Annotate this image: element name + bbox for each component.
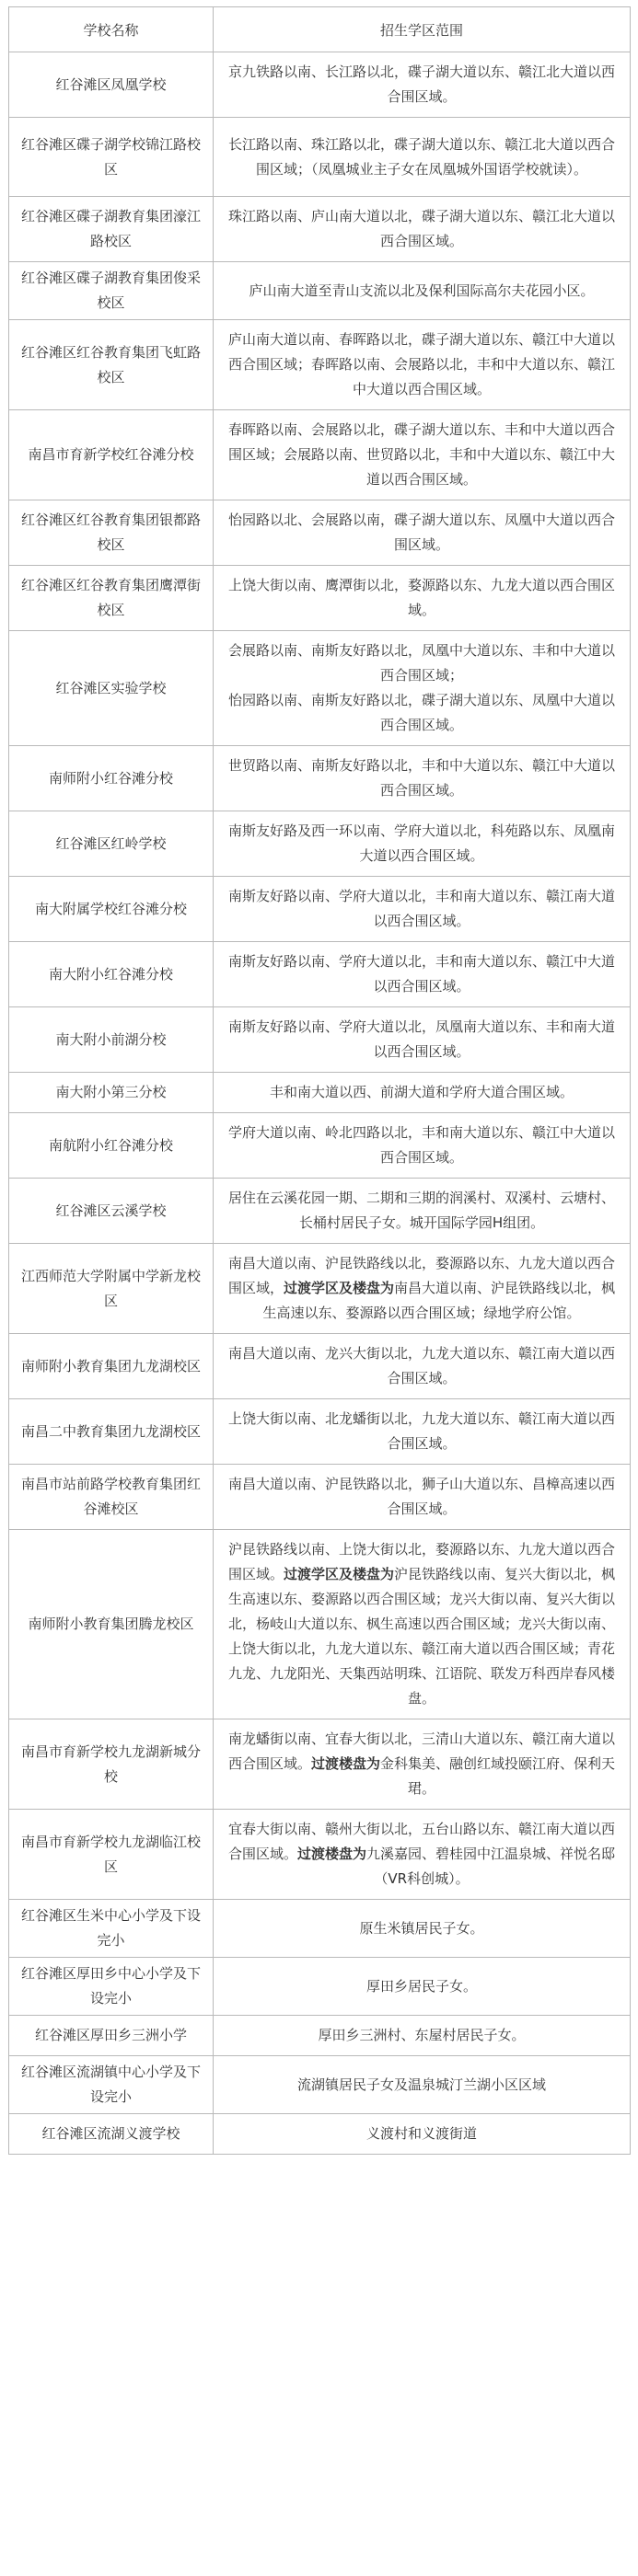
range-text: 南斯友好路及西一环以南、学府大道以北，科苑路以东、凤凰南大道以西合围区域。 xyxy=(227,822,615,864)
school-name-cell: 红谷滩区实验学校 xyxy=(9,631,214,746)
range-text: 长江路以南、珠江路以北，碟子湖大道以东、赣江北大道以西合围区域；（凤凰城业主子女在凤凰城外国语学校就读）。 xyxy=(227,135,615,178)
enrollment-range-cell xyxy=(214,1530,631,1719)
range-text: 南昌大道以南、沪昆铁路以北，狮子山大道以东、昌樟高速以西合围区域。 xyxy=(227,1476,615,1517)
enrollment-range-cell xyxy=(214,1958,631,2016)
school-name-cell: 南师附小红谷滩分校 xyxy=(9,746,214,811)
school-name-cell: 红谷滩区红谷教育集团银都路校区 xyxy=(9,500,214,566)
school-name-cell: 南昌二中教育集团九龙湖校区 xyxy=(9,1399,214,1465)
enrollment-range-cell xyxy=(214,2016,631,2056)
table-row xyxy=(9,1244,631,1334)
table-row xyxy=(9,1073,631,1113)
enrollment-range-cell xyxy=(214,320,631,410)
school-name-cell: 红谷滩区厚田乡三洲小学 xyxy=(9,2016,214,2056)
table-row xyxy=(9,1465,631,1530)
range-text: 南斯友好路以南、学府大道以北，丰和南大道以东、赣江中大道以西合围区域。 xyxy=(227,953,615,995)
table-row xyxy=(9,2114,631,2155)
enrollment-range-cell xyxy=(214,746,631,811)
school-name-cell: 南昌市站前路学校教育集团红谷滩校区 xyxy=(9,1465,214,1530)
table-row xyxy=(9,262,631,320)
range-text: 厚田乡居民子女。 xyxy=(365,1977,477,1995)
table-row xyxy=(9,1958,631,2016)
school-name-cell: 红谷滩区生米中心小学及下设完小 xyxy=(9,1900,214,1958)
range-text: 学府大道以南、岭北四路以北，丰和南大道以东、赣江中大道以西合围区域。 xyxy=(227,1124,615,1166)
enrollment-range-cell xyxy=(214,1179,631,1244)
range-text: 京九铁路以南、长江路以北，碟子湖大道以东、赣江北大道以西合围区域。 xyxy=(227,63,615,105)
enrollment-range-cell xyxy=(214,1073,631,1113)
school-name-cell: 南师附小教育集团九龙湖校区 xyxy=(9,1334,214,1399)
range-text: 世贸路以南、南斯友好路以北，丰和中大道以东、赣江中大道以西合围区域。 xyxy=(227,757,615,799)
range-text: 厚田乡三洲村、东屋村居民子女。 xyxy=(318,2027,526,2043)
school-name-cell: 红谷滩区流湖义渡学校 xyxy=(9,2114,214,2155)
table-row xyxy=(9,52,631,118)
table-row xyxy=(9,1399,631,1465)
range-text: 丰和南大道以西、前湖大道和学府大道合围区域。 xyxy=(269,1084,574,1100)
range-text: 南龙蟠街以南、宜春大街以北，三清山大道以东、赣江南大道以西合围区域。过渡楼盘为金科集美、融创红域投颐江府、保利天珺。 xyxy=(227,1731,616,1797)
school-name-cell: 红谷滩区碟子湖学校锦江路校区 xyxy=(9,118,214,197)
table-row xyxy=(9,118,631,197)
table-row xyxy=(9,1334,631,1399)
enrollment-range-cell xyxy=(214,877,631,942)
header-row xyxy=(9,7,631,52)
table-body xyxy=(9,52,631,2155)
enrollment-range-cell xyxy=(214,1900,631,1958)
table-row xyxy=(9,1530,631,1719)
table-row xyxy=(9,500,631,566)
range-text: 宜春大街以南、赣州大街以北，五台山路以东、赣江南大道以西合围区域。过渡楼盘为九溪嘉园、碧桂园中江温泉城、祥悦名邸（VR科创城）。 xyxy=(227,1821,616,1887)
range-text: 流湖镇居民子女及温泉城汀兰湖小区区域 xyxy=(296,2076,546,2093)
enrollment-range-cell xyxy=(214,1399,631,1465)
school-name-cell: 南大附属学校红谷滩分校 xyxy=(9,877,214,942)
school-name-cell: 红谷滩区碟子湖教育集团俊采校区 xyxy=(9,262,214,320)
enrollment-range-cell xyxy=(214,197,631,262)
range-text: 珠江路以南、庐山南大道以北，碟子湖大道以东、赣江北大道以西合围区域。 xyxy=(227,208,615,249)
table-row xyxy=(9,1719,631,1810)
table-row xyxy=(9,877,631,942)
range-text: 庐山南大道至青山支流以北及保利国际高尔夫花园小区。 xyxy=(249,282,595,299)
school-name-cell: 红谷滩区凤凰学校 xyxy=(9,52,214,118)
school-name-cell: 南大附小前湖分校 xyxy=(9,1007,214,1073)
table-row xyxy=(9,811,631,877)
enrollment-zone-table xyxy=(8,6,631,2155)
enrollment-range-cell xyxy=(214,1007,631,1073)
school-name-cell: 红谷滩区流湖镇中心小学及下设完小 xyxy=(9,2056,214,2114)
range-text: 南昌大道以南、龙兴大街以北，九龙大道以东、赣江南大道以西合围区域。 xyxy=(227,1345,615,1386)
school-name-cell: 南师附小教育集团腾龙校区 xyxy=(9,1530,214,1719)
enrollment-range-cell xyxy=(214,500,631,566)
table-row xyxy=(9,1007,631,1073)
enrollment-range-cell xyxy=(214,631,631,746)
table-row xyxy=(9,942,631,1007)
school-name-cell: 红谷滩区红谷教育集团鹰潭街校区 xyxy=(9,566,214,631)
enrollment-range-cell xyxy=(214,118,631,197)
range-text: 南斯友好路以南、学府大道以北，丰和南大道以东、赣江南大道以西合围区域。 xyxy=(227,888,615,929)
header-school-name: 学校名称 xyxy=(9,7,214,52)
enrollment-range-cell xyxy=(214,2114,631,2155)
enrollment-range-cell xyxy=(214,2056,631,2114)
table-row xyxy=(9,631,631,746)
table-row xyxy=(9,410,631,500)
table-row xyxy=(9,746,631,811)
enrollment-range-cell xyxy=(214,1465,631,1530)
table-row xyxy=(9,1113,631,1179)
school-name-cell: 红谷滩区红岭学校 xyxy=(9,811,214,877)
enrollment-range-cell xyxy=(214,811,631,877)
enrollment-range-cell xyxy=(214,1810,631,1900)
school-name-cell: 南昌市育新学校九龙湖临江校区 xyxy=(9,1810,214,1900)
range-text: 上饶大街以南、北龙蟠街以北，九龙大道以东、赣江南大道以西合围区域。 xyxy=(227,1410,615,1452)
enrollment-range-cell xyxy=(214,52,631,118)
enrollment-range-cell xyxy=(214,942,631,1007)
enrollment-range-cell xyxy=(214,1113,631,1179)
school-name-cell: 南昌市育新学校九龙湖新城分校 xyxy=(9,1719,214,1810)
school-name-cell: 红谷滩区碟子湖教育集团濠江路校区 xyxy=(9,197,214,262)
range-text: 怡园路以北、会展路以南，碟子湖大道以东、凤凰中大道以西合围区域。 xyxy=(227,512,615,553)
school-name-cell: 红谷滩区云溪学校 xyxy=(9,1179,214,1244)
school-name-cell: 红谷滩区厚田乡中心小学及下设完小 xyxy=(9,1958,214,2016)
school-name-cell: 南航附小红谷滩分校 xyxy=(9,1113,214,1179)
school-name-cell: 江西师范大学附属中学新龙校区 xyxy=(9,1244,214,1334)
range-text: 庐山南大道以南、春晖路以北，碟子湖大道以东、赣江中大道以西合围区域；春晖路以南、会展路以北，丰和中大道以东、赣江中大道以西合围区域。 xyxy=(227,331,615,397)
enrollment-range-cell xyxy=(214,1334,631,1399)
range-text: 会展路以南、南斯友好路以北，凤凰中大道以东、丰和中大道以西合围区域； xyxy=(227,642,615,684)
enrollment-range-cell xyxy=(214,1244,631,1334)
table-row xyxy=(9,320,631,410)
school-name-cell: 红谷滩区红谷教育集团飞虹路校区 xyxy=(9,320,214,410)
table-row xyxy=(9,1900,631,1958)
table-row xyxy=(9,2056,631,2114)
range-text: 原生米镇居民子女。 xyxy=(359,1919,484,1937)
school-name-cell: 南昌市育新学校红谷滩分校 xyxy=(9,410,214,500)
school-name-cell: 南大附小红谷滩分校 xyxy=(9,942,214,1007)
range-text: 春晖路以南、会展路以北，碟子湖大道以东、丰和中大道以西合围区域；会展路以南、世贸路以北，丰和中大道以东、赣江中大道以西合围区域。 xyxy=(227,421,615,488)
table-row xyxy=(9,197,631,262)
range-text: 居住在云溪花园一期、二期和三期的润溪村、双溪村、云塘村、长桶村居民子女。城开国际学园H组团。 xyxy=(227,1190,615,1231)
table-row xyxy=(9,1810,631,1900)
table-wrapper xyxy=(8,6,630,2155)
table-row xyxy=(9,2016,631,2056)
header-enrollment-range: 招生学区范围 xyxy=(214,7,631,52)
enrollment-range-cell xyxy=(214,410,631,500)
enrollment-range-cell xyxy=(214,1719,631,1810)
range-text: 南昌大道以南、沪昆铁路线以北，婺源路以东、九龙大道以西合围区域，过渡学区及楼盘为南昌大道以南、沪昆铁路线以北，枫生高速以东、婺源路以西合围区域；绿地学府公馆。 xyxy=(227,1255,616,1321)
enrollment-range-cell xyxy=(214,262,631,320)
range-text: 沪昆铁路线以南、上饶大街以北，婺源路以东、九龙大道以西合围区域。过渡学区及楼盘为沪昆铁路线以南、复兴大街以北，枫生高速以东、婺源路以西合围区域；龙兴大街以南、复兴大街以北，杨岐山大道以东、枫生高速以西合围区域；龙兴大街以南、上饶大街以北，九龙大道以东、赣江南大道以西合围区域；青花九龙、九龙阳光、天集西站明珠、江语院、联发万科西岸春风楼盘。 xyxy=(227,1541,616,1707)
range-text: 怡园路以南、南斯友好路以北，碟子湖大道以东、凤凰中大道以西合围区域。 xyxy=(227,692,615,733)
table-row xyxy=(9,1179,631,1244)
enrollment-range-cell xyxy=(214,566,631,631)
range-text: 上饶大街以南、鹰潭街以北，婺源路以东、九龙大道以西合围区域。 xyxy=(227,577,615,618)
table-row xyxy=(9,566,631,631)
range-text: 南斯友好路以南、学府大道以北，凤凰南大道以东、丰和南大道以西合围区域。 xyxy=(227,1018,615,1060)
school-name-cell: 南大附小第三分校 xyxy=(9,1073,214,1113)
range-text: 义渡村和义渡街道 xyxy=(365,2125,477,2142)
